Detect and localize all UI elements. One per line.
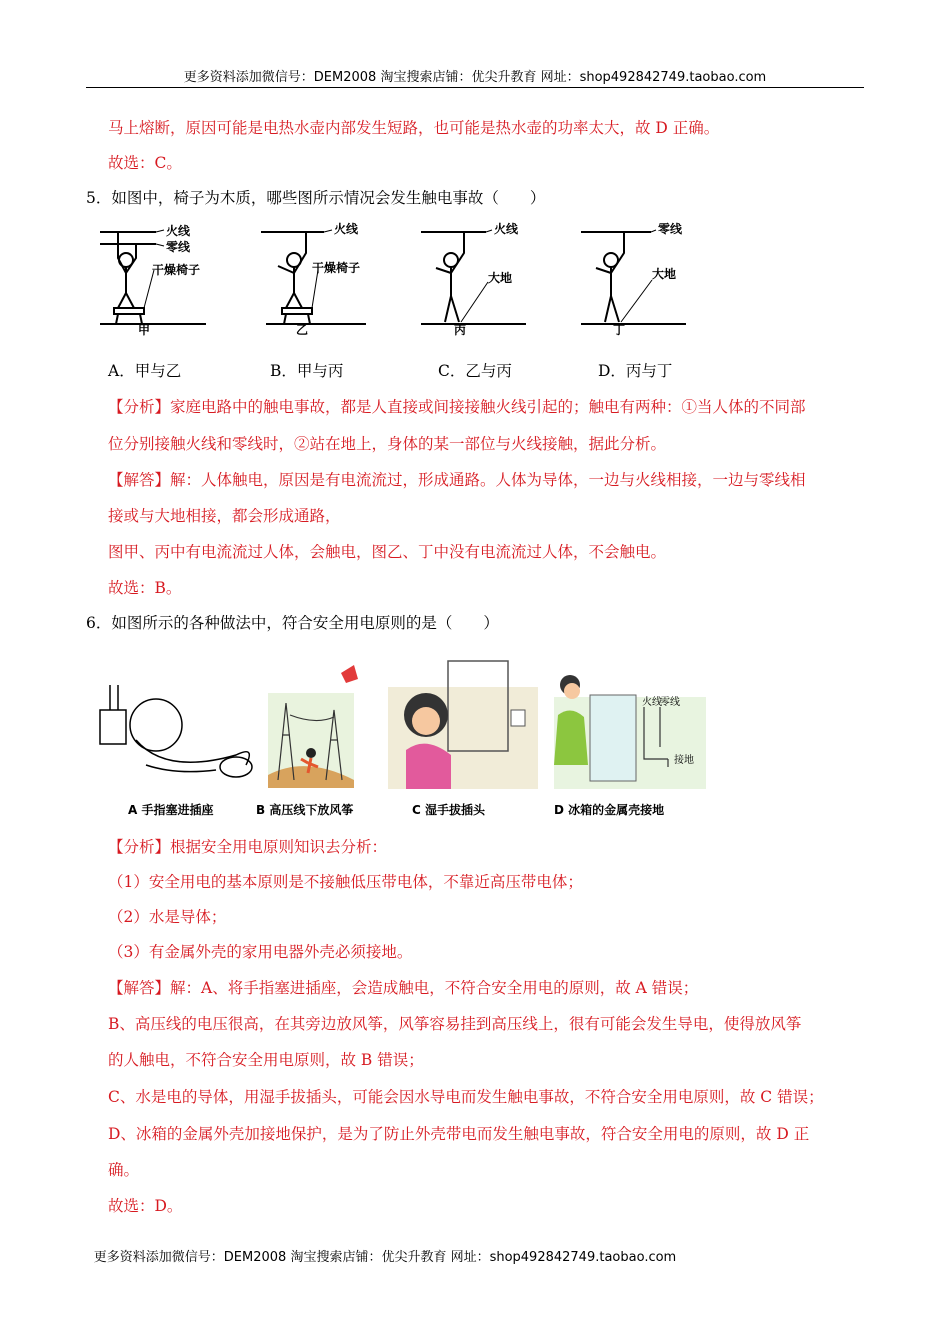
q5-option-d: D．丙与丁 — [598, 362, 673, 380]
q5-label-neutral-ding: 零线 — [658, 222, 683, 236]
q5-option-a: A．甲与乙 — [108, 362, 182, 380]
q6-label-ground: 接地 — [674, 755, 694, 766]
q5-caption-yi: 乙 — [296, 323, 309, 336]
q6-label-neutral: 零线 — [660, 697, 680, 708]
q5-caption-bing: 丙 — [454, 323, 467, 336]
q6-analysis-2: （1）安全用电的基本原则是不接触低压带电体，不靠近高压带电体； — [108, 873, 583, 891]
q5-solution-2: 接或与大地相接，都会形成通路， — [108, 507, 341, 525]
page-header: 更多资料添加微信号：DEM2008 淘宝搜索店铺：优尖升教育 网址：shop492842749.taobao.com — [183, 70, 767, 85]
q5-label-earth-bing: 大地 — [488, 271, 513, 285]
q6-solution-2: B、高压线的电压很高，在其旁边放风筝，风筝容易挂到高压线上，很有可能会发生导电，使得放风筝 — [108, 1015, 802, 1033]
q6-solution-4: C、水是电的导体，用湿手拔插头，可能会因水导电而发生触电事故，不符合安全用电原则，故 C 错误； — [108, 1088, 824, 1106]
q5-analysis-2: 位分别接触火线和零线时，②站在地上，身体的某一部位与火线接触，据此分析。 — [108, 435, 667, 453]
q6-caption-a: A 手指塞进插座 — [128, 803, 214, 817]
q5-option-b: B．甲与丙 — [270, 362, 344, 380]
q5-label-live-bing: 火线 — [494, 222, 519, 236]
q6-analysis-3: （2）水是导体； — [108, 908, 227, 926]
q5-label-chair-yi: 干燥椅子 — [312, 261, 361, 275]
q6-figure — [96, 655, 716, 825]
header-divider — [86, 87, 864, 88]
q6-caption-d: D 冰箱的金属壳接地 — [554, 803, 665, 817]
prev-solution-line: 马上熔断，原因可能是电热水壶内部发生短路，也可能是热水壶的功率太大，故 D 正确。 — [108, 119, 720, 137]
q5-label-live-yi: 火线 — [334, 222, 359, 236]
q5-solution-3: 图甲、丙中有电流流过人体，会触电，图乙、丁中没有电流流过人体，不会触电。 — [108, 543, 667, 561]
q5-figure — [96, 218, 726, 336]
q5-label-chair-jia: 干燥椅子 — [152, 263, 201, 277]
q6-caption-c: C 湿手拔插头 — [412, 803, 485, 817]
q6-analysis-1: 【分析】根据安全用电原则知识去分析： — [108, 838, 388, 856]
q5-label-neutral-jia: 零线 — [166, 240, 191, 254]
q6-solution-1: 【解答】解：A、将手指塞进插座，会造成触电，不符合安全用电的原则，故 A 错误； — [108, 979, 699, 997]
q5-label-live-jia: 火线 — [166, 224, 191, 238]
q5-caption-jia: 甲 — [138, 323, 151, 336]
q6-answer: 故选：D。 — [108, 1197, 183, 1215]
prev-answer: 故选：C。 — [108, 154, 182, 172]
q6-label-live: 火线 — [642, 697, 662, 708]
q5-label-earth-ding: 大地 — [652, 267, 677, 281]
q6-analysis-4: （3）有金属外壳的家用电器外壳必须接地。 — [108, 943, 413, 961]
q5-solution-1: 【解答】解：人体触电，原因是有电流流过，形成通路。人体为导体，一边与火线相接，一边与零线相 — [108, 471, 806, 489]
q6-stem: 6．如图所示的各种做法中，符合安全用电原则的是（ ） — [86, 614, 499, 632]
q6-solution-5: D、冰箱的金属外壳加接地保护，是为了防止外壳带电而发生触电事故，符合安全用电的原则，故 D 正 — [108, 1125, 810, 1143]
page-footer: 更多资料添加微信号：DEM2008 淘宝搜索店铺：优尖升教育 网址：shop492842749.taobao.com — [93, 1250, 677, 1265]
q5-option-c: C．乙与丙 — [438, 362, 512, 380]
q6-solution-3: 的人触电，不符合安全用电原则，故 B 错误； — [108, 1051, 424, 1069]
q5-answer: 故选：B。 — [108, 579, 182, 597]
q5-analysis-1: 【分析】家庭电路中的触电事故，都是人直接或间接接触火线引起的；触电有两种：①当人体的不同部 — [108, 398, 806, 416]
q5-caption-ding: 丁 — [613, 323, 626, 336]
q6-solution-6: 确。 — [108, 1161, 140, 1179]
q5-stem: 5．如图中，椅子为木质，哪些图所示情况会发生触电事故（ ） — [86, 189, 546, 207]
q6-caption-b: B 高压线下放风筝 — [256, 803, 354, 817]
